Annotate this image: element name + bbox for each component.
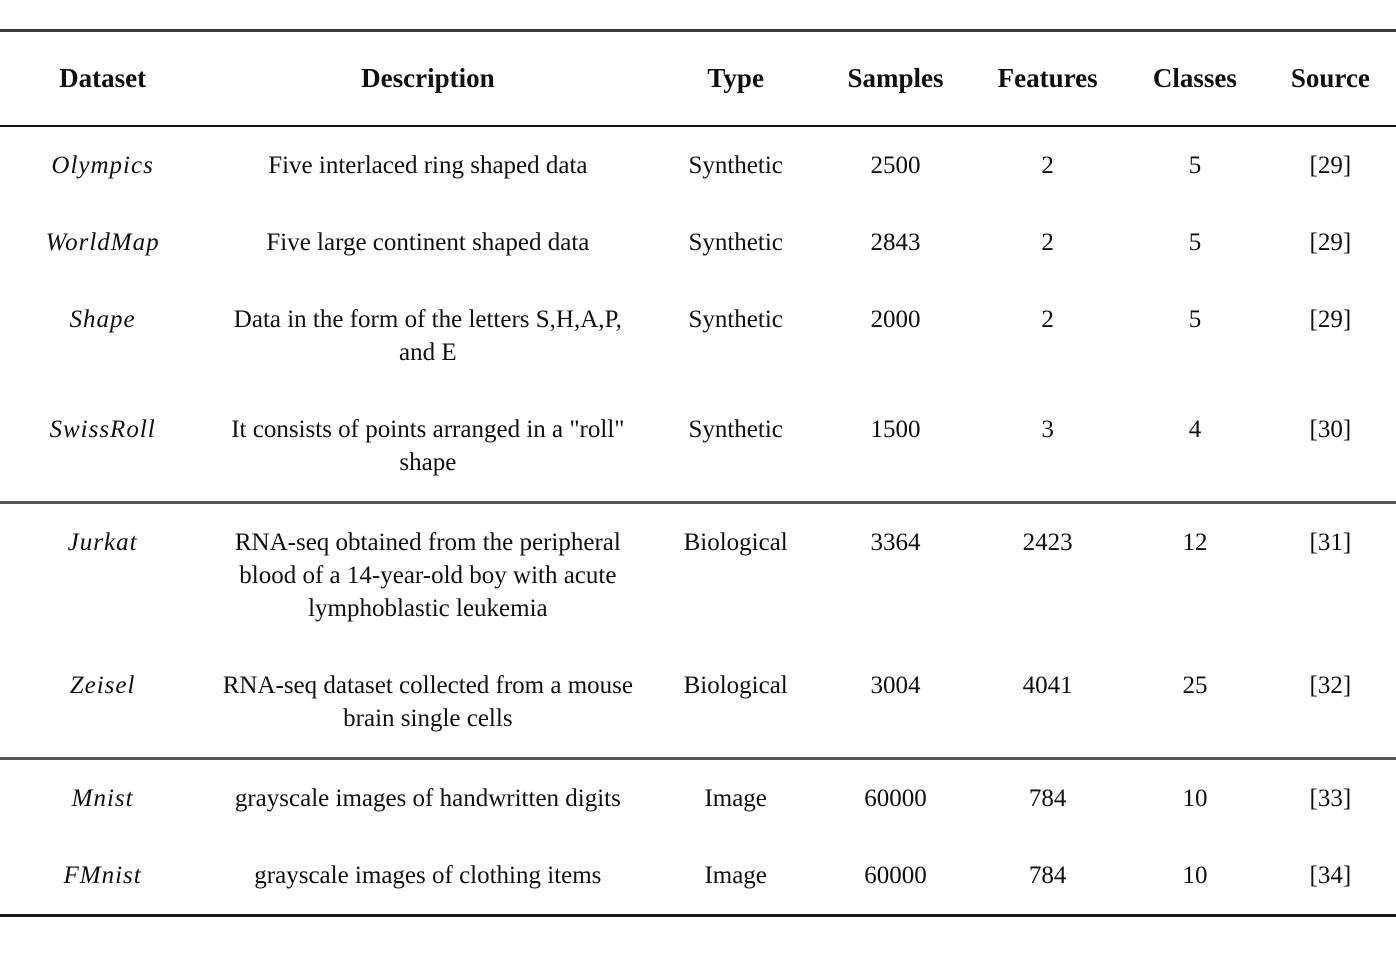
cell-source: [29] (1309, 229, 1352, 256)
cell-classes: 5 (1188, 229, 1202, 256)
cell-features: 2423 (1022, 529, 1073, 556)
cell-classes: 10 (1182, 862, 1208, 889)
table-row-shape (0, 281, 1396, 391)
cell-features: 2 (1041, 229, 1054, 256)
cell-classes: 5 (1188, 306, 1202, 333)
cell-dataset: Olympics (51, 152, 154, 179)
col-header-description: Description (361, 63, 495, 93)
datasets-table (0, 29, 1396, 917)
cell-type: Biological (683, 672, 788, 699)
cell-samples: 2000 (870, 306, 921, 333)
cell-dataset: SwissRoll (49, 416, 156, 443)
cell-source: [33] (1309, 785, 1352, 812)
cell-dataset: Shape (69, 306, 136, 333)
cell-dataset: Jurkat (67, 529, 138, 556)
cell-source: [32] (1309, 672, 1352, 699)
table-row-mnist (0, 759, 1396, 838)
cell-type: Image (704, 862, 767, 889)
cell-samples: 60000 (864, 862, 927, 889)
cell-dataset: WorldMap (45, 229, 160, 256)
col-header-type: Type (707, 63, 764, 93)
cell-features: 784 (1028, 785, 1067, 812)
cell-description: grayscale images of handwritten digits (234, 785, 621, 812)
col-header-source: Source (1290, 63, 1370, 93)
cell-classes: 4 (1188, 416, 1202, 443)
cell-samples: 60000 (864, 785, 927, 812)
cell-features: 2 (1041, 152, 1054, 179)
table-row-swissroll (0, 391, 1396, 503)
cell-dataset: Mnist (71, 785, 134, 812)
cell-source: [34] (1309, 862, 1352, 889)
cell-description: It consists of points arranged in a "roll" shape (231, 416, 625, 476)
col-header-classes: Classes (1152, 63, 1237, 93)
cell-source: [31] (1309, 529, 1352, 556)
cell-features: 4041 (1022, 672, 1073, 699)
cell-classes: 10 (1182, 785, 1208, 812)
cell-description: RNA-seq obtained from the peripheral blood of a 14-year-old boy with acute lymphoblastic leukemia (234, 529, 621, 622)
table-row-fmnist (0, 837, 1396, 916)
cell-samples: 2500 (870, 152, 921, 179)
cell-type: Synthetic (688, 152, 783, 179)
cell-samples: 1500 (870, 416, 921, 443)
cell-features: 784 (1028, 862, 1067, 889)
cell-type: Synthetic (688, 306, 783, 333)
cell-type: Image (704, 785, 767, 812)
cell-classes: 12 (1182, 529, 1208, 556)
cell-source: [30] (1309, 416, 1352, 443)
table-row-zeisel (0, 647, 1396, 759)
table-row-jurkat (0, 503, 1396, 648)
cell-type: Synthetic (688, 229, 783, 256)
col-header-features: Features (997, 63, 1098, 93)
cell-description: Five interlaced ring shaped data (268, 152, 588, 179)
cell-classes: 25 (1182, 672, 1208, 699)
cell-description: grayscale images of clothing items (254, 862, 602, 889)
cell-features: 2 (1041, 306, 1054, 333)
cell-dataset: Zeisel (69, 672, 136, 699)
cell-type: Synthetic (688, 416, 783, 443)
cell-samples: 2843 (870, 229, 921, 256)
table-row-olympics (0, 126, 1396, 204)
table-header-row (0, 31, 1396, 127)
col-header-samples: Samples (847, 63, 944, 93)
table-row-worldmap (0, 204, 1396, 281)
cell-samples: 3004 (870, 672, 921, 699)
cell-description: RNA-seq dataset collected from a mouse brain single cells (222, 672, 633, 732)
cell-source: [29] (1309, 306, 1352, 333)
col-header-dataset: Dataset (59, 63, 147, 93)
cell-features: 3 (1041, 416, 1054, 443)
cell-type: Biological (683, 529, 788, 556)
cell-source: [29] (1309, 152, 1352, 179)
cell-samples: 3364 (870, 529, 921, 556)
cell-description: Data in the form of the letters S,H,A,P, and E (233, 306, 622, 366)
cell-dataset: FMnist (63, 862, 142, 889)
cell-classes: 5 (1188, 152, 1202, 179)
cell-description: Five large continent shaped data (266, 229, 590, 256)
